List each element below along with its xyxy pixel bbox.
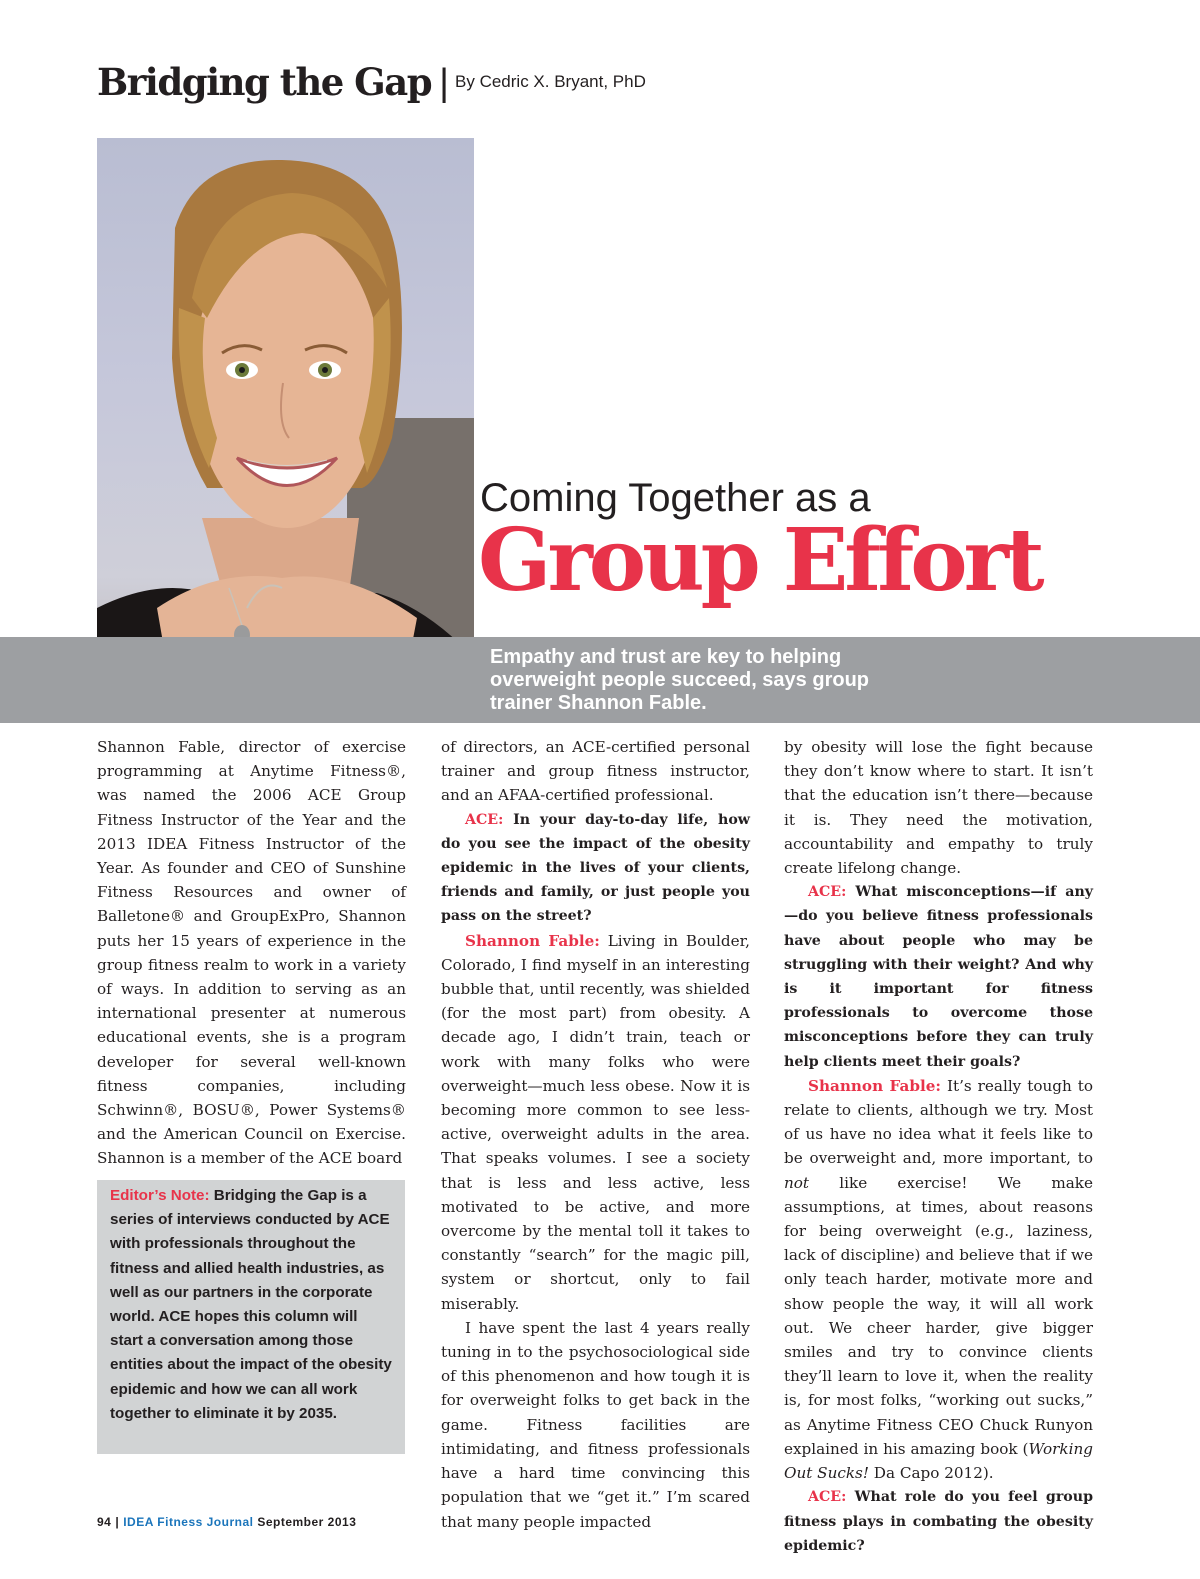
question-3-text: What role do you feel group fitness plays in combating the obesity epidemic? bbox=[784, 1489, 1093, 1554]
issue-date: September 2013 bbox=[257, 1515, 357, 1529]
answer-1-continued: by obesity will lose the fight because they don’t know where to start. It isn’t that the education isn’t there—because it is. They need the motivation, accountability and empathy to truly create lifelong change. bbox=[784, 738, 1093, 878]
answer-2-text-1: It’s really tough to relate to clients, although we try. Most of us have no idea what it feels like to be overweight and, more important, to bbox=[784, 1076, 1093, 1168]
column-series-title: Bridging the Gap bbox=[97, 60, 432, 104]
page-title: Group Effort bbox=[478, 510, 1041, 611]
editors-note-label: Editor’s Note: bbox=[110, 1187, 210, 1204]
deck-subtitle: Empathy and trust are key to helping overweight people succeed, says group trainer Shannon Fable. bbox=[490, 646, 870, 714]
question-1 bbox=[441, 808, 750, 929]
author-byline: By Cedric X. Bryant, PhD bbox=[455, 72, 646, 91]
answer-1-paragraph-2: I have spent the last 4 years really tuning in to the psychosociological side of this phenomenon and how tough it is for overweight folks to get back in the game. Fitness facilities are intimidating, and fitness professionals have a hard time convincing this population that we “get it.” I’m scared that many people impacted bbox=[441, 1318, 750, 1531]
portrait-illustration bbox=[97, 138, 474, 723]
answer-1 bbox=[441, 929, 750, 1316]
title-kicker: Coming Together as a bbox=[480, 476, 871, 520]
page-number: 94 bbox=[97, 1515, 112, 1529]
body-column-2 bbox=[441, 735, 750, 1534]
footer-separator: | bbox=[115, 1515, 120, 1529]
header-separator: | bbox=[439, 62, 450, 104]
portrait-photo bbox=[97, 138, 474, 723]
question-3 bbox=[784, 1485, 1093, 1558]
intro-paragraph-continued: of directors, an ACE-certified personal trainer and group fitness instructor, and an AFAA-certified professional. bbox=[441, 738, 750, 805]
question-2-label: ACE: bbox=[808, 884, 847, 901]
body-column-3 bbox=[784, 735, 1093, 1558]
page-footer bbox=[97, 1515, 356, 1529]
editors-note bbox=[97, 1180, 405, 1454]
answer-2-emphasis: not bbox=[784, 1173, 810, 1192]
question-2 bbox=[784, 880, 1093, 1074]
answer-2-text-2: like exercise! We make assumptions, at times, about reasons for being overweight (e.g., laziness, lack of discipline) and believe that if we only teach harder, motivate more and show people the way, it will all work out. We cheer harder, give bigger smiles and try to convince clients they’ll learn to love it, when the reality is, for most folks, “working out sucks,” as Anytime Fitness CEO Chuck Runyon explained in his amazing book ( bbox=[784, 1173, 1093, 1458]
question-1-label: ACE: bbox=[465, 811, 504, 828]
answer-2-label: Shannon Fable: bbox=[808, 1076, 941, 1095]
question-2-text: What misconceptions—if any—do you believe fitness professionals have about people who may be struggling with their weight? And why is it important for fitness professionals to overcome those misconceptions before they can truly help clients meet their goals? bbox=[784, 884, 1093, 1070]
intro-paragraph: Shannon Fable, director of exercise programming at Anytime Fitness®, was named the 2006 ACE Group Fitness Instructor of the Year and the 2013 IDEA Fitness Instructor of the Year. As founder and CEO of Sunshine Fitness Resources and owner of Balletone® and GroupExPro, Shannon puts her 15 years of experience in the group fitness realm to work in a variety of ways. In addition to serving as an international presenter at numerous educational events, she is a program developer for several well-known fitness companies, including Schwinn®, BOSU®, Power Systems® and the American Council on Exercise. Shannon is a member of the ACE board bbox=[97, 738, 406, 1168]
answer-1-text: Living in Boulder, Colorado, I find myself in an interesting bubble that, until recently, was shielded (for the most part) from obesity. A decade ago, I didn’t train, teach or work with many folks who were overweight—much less obese. Now it is becoming more common to see less-active, overweight adults in the area. That speaks volumes. I see a society that is less and less active, less motivated to be active, and more overcome by the mental toll it takes to constantly “search” for the magic pill, system or shortcut, only to fail miserably. bbox=[441, 931, 750, 1313]
question-1-text: In your day-to-day life, how do you see the impact of the obesity epidemic in the lives of your clients, friends and family, or just people you pass on the street? bbox=[441, 811, 750, 925]
book-title: Working Out Sucks! bbox=[784, 1439, 1093, 1483]
magazine-name: IDEA Fitness Journal bbox=[123, 1515, 254, 1529]
question-3-label: ACE: bbox=[808, 1489, 847, 1506]
answer-2-text-3: Da Capo 2012). bbox=[868, 1464, 994, 1483]
page-header bbox=[97, 60, 646, 105]
body-column-1 bbox=[97, 735, 406, 1171]
answer-1-label: Shannon Fable: bbox=[465, 931, 600, 950]
editors-note-text: Bridging the Gap is a series of interviews conducted by ACE with professionals throughout the fitness and allied health industries, as well as our partners in the corporate world. ACE hopes this column will start a conversation among those entities about the impact of the obesity epidemic and how we can all work together to eliminate it by 2035. bbox=[110, 1187, 392, 1422]
answer-2 bbox=[784, 1074, 1093, 1485]
